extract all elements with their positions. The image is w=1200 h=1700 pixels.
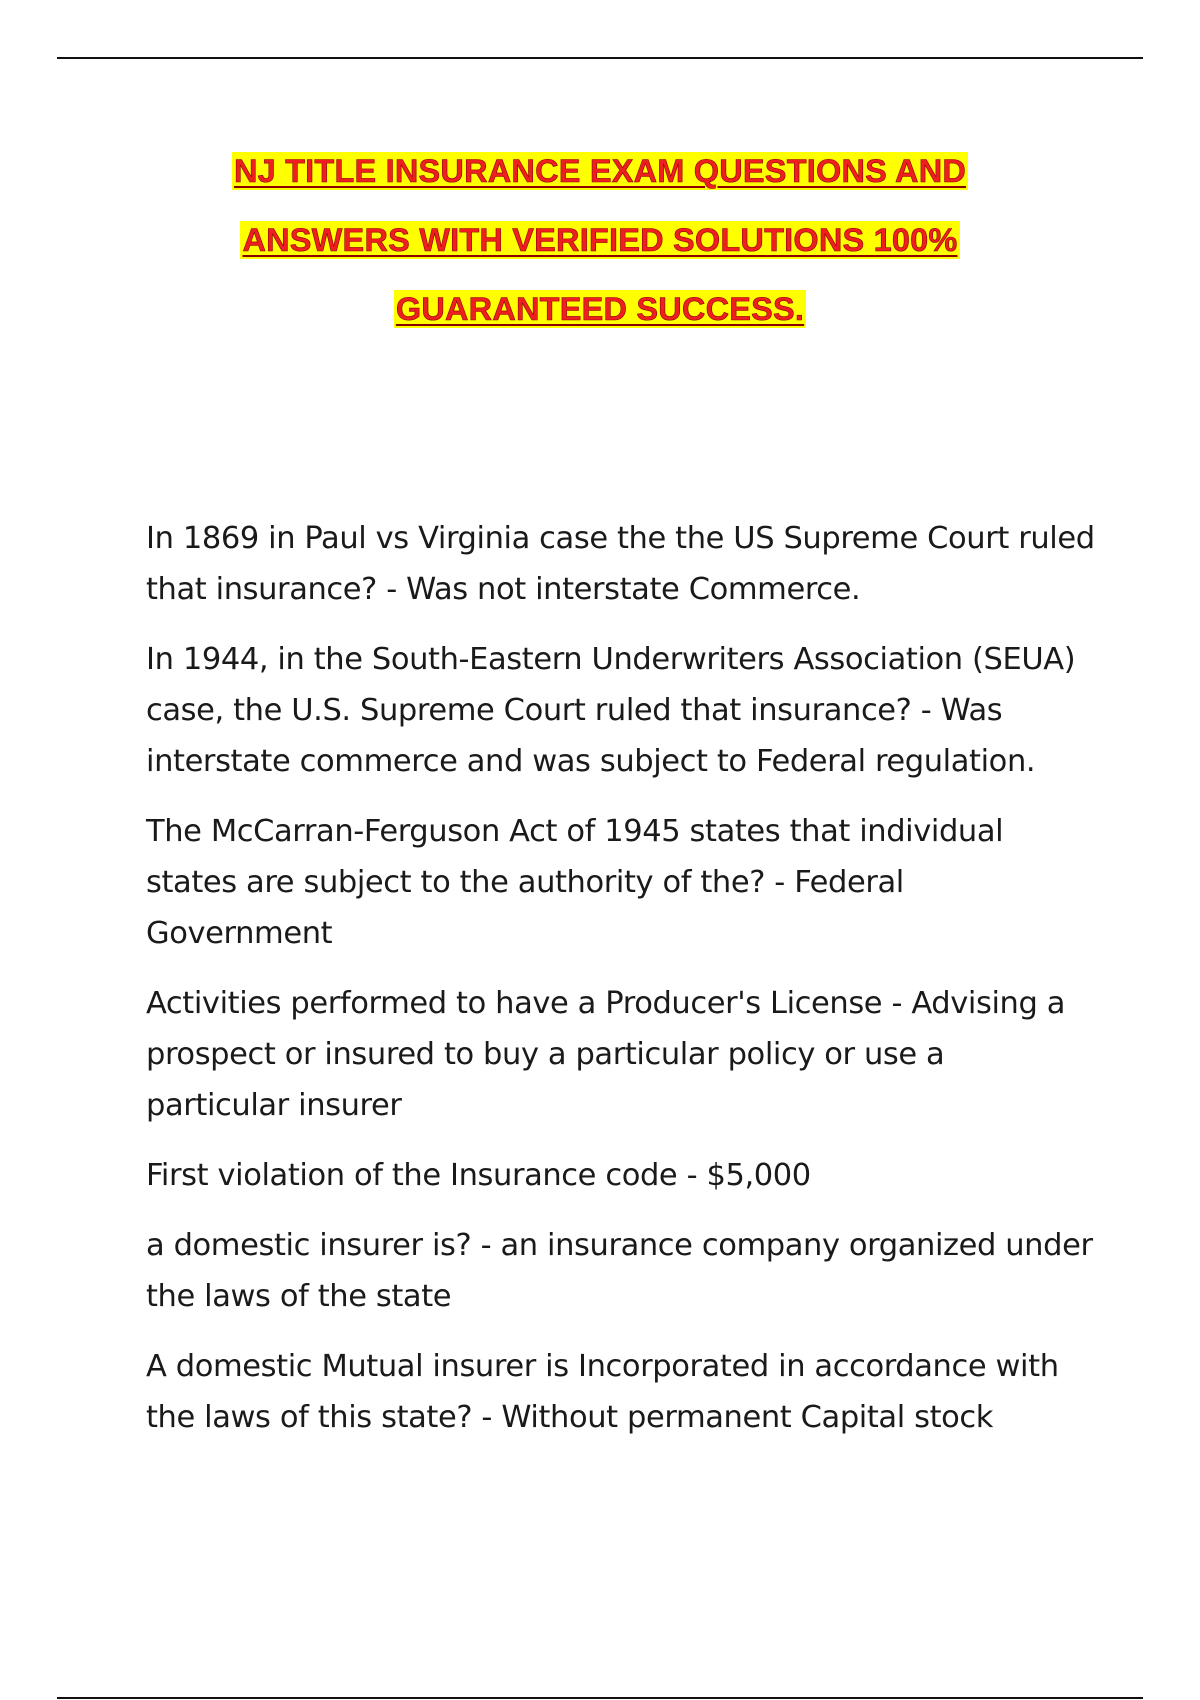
header-rule — [57, 57, 1143, 59]
title-line — [0, 284, 1200, 353]
qa-item-5: First violation of the Insurance code - $5,000 — [146, 1158, 811, 1193]
title-line-2: ANSWERS WITH VERIFIED SOLUTIONS 100% — [242, 222, 958, 258]
title-line — [0, 215, 1200, 284]
qa-item-6: a domestic insurer is? - an insurance company organized under the laws of the state — [146, 1228, 1093, 1314]
document-title — [0, 146, 1200, 353]
qa-item-4: Activities performed to have a Producer's License - Advising a prospect or insured to buy a particular policy or use a particular insurer — [146, 986, 1066, 1123]
qa-item-2: In 1944, in the South-Eastern Underwriters Association (SEUA) case, the U.S. Supreme Court ruled that insurance? - Was interstate commerce and was subject to Federal regulation. — [146, 642, 1076, 779]
title-line-3: GUARANTEED SUCCESS. — [395, 291, 805, 327]
qa-item-1: In 1869 in Paul vs Virginia case the the US Supreme Court ruled that insurance? - Was not interstate Commerce. — [146, 521, 1095, 607]
title-line — [0, 146, 1200, 215]
qa-list — [146, 513, 1096, 1462]
footer-rule — [57, 1697, 1143, 1699]
title-line-1: NJ TITLE INSURANCE EXAM QUESTIONS AND — [233, 153, 967, 189]
qa-item-7: A domestic Mutual insurer is Incorporated in accordance with the laws of this state? - Without permanent Capital stock — [146, 1349, 1059, 1435]
qa-item-3: The McCarran-Ferguson Act of 1945 states that individual states are subject to the authority of the? - Federal Government — [146, 814, 1004, 951]
